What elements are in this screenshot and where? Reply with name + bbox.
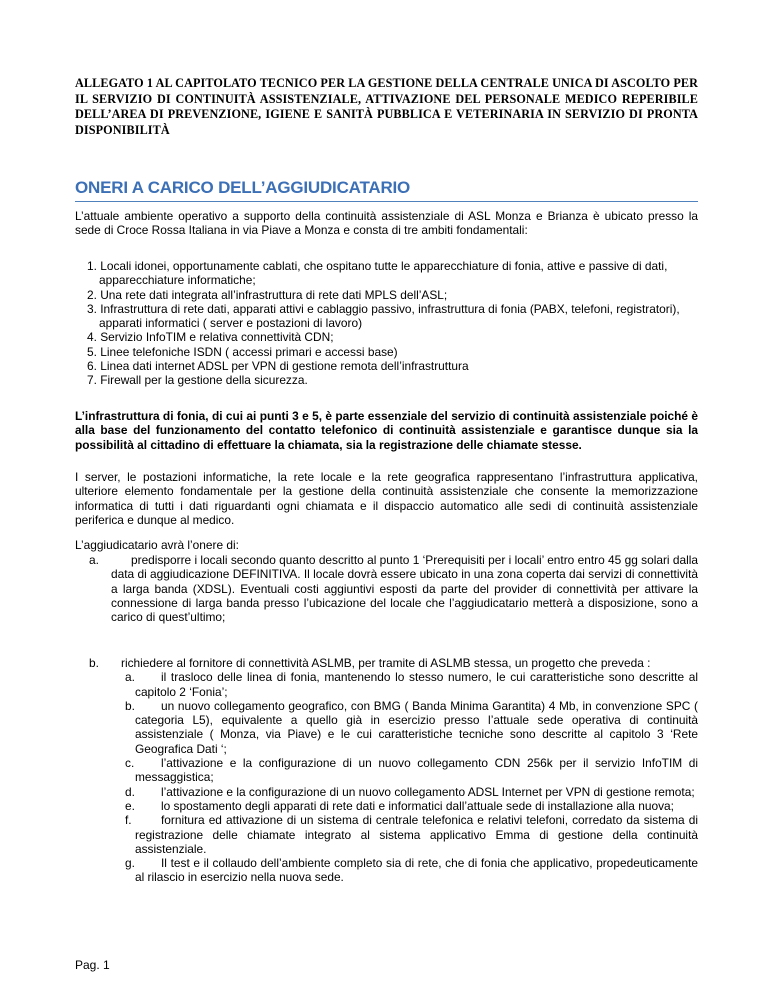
sub-list-item xyxy=(111,785,698,799)
sub-list-marker: e. xyxy=(125,798,135,813)
sub-list-item xyxy=(111,813,698,856)
list-item: 6. Linea dati internet ADSL per VPN di gestione remota dell’infrastruttura xyxy=(87,359,469,374)
ambiti-list xyxy=(75,259,685,388)
intro-paragraph: L’attuale ambiente operativo a supporto della continuità assistenziale di ASL Monza e Brianza è ubicato presso la sede di Croce Rossa Italiana in via Piave a Monza e consta di tre ambiti fondamentali: xyxy=(75,209,698,238)
list-marker: a. xyxy=(89,553,99,567)
onere-item-a xyxy=(75,553,698,624)
sub-list-text: Il test e il collaudo dell’ambiente completo sia di rete, che di fonia che applicativo, propedeuticamente al rilascio in esercizio nella nuova sede. xyxy=(135,856,698,885)
sub-list-marker: g. xyxy=(125,856,135,871)
sub-list-text: l’attivazione e la configurazione di un nuovo collegamento CDN 256k per il servizio InfoTIM di messaggistica; xyxy=(135,756,698,785)
list-marker: b. xyxy=(89,656,99,670)
progetto-sub-list xyxy=(111,670,698,884)
list-item: 1. Locali idonei, opportunamente cablati, che ospitano tutte le apparecchiature di fonia, attive e passive di dati, apparecchiature informatiche; xyxy=(87,259,668,288)
list-item: 2. Una rete dati integrata all’infrastruttura di rete dati MPLS dell’ASL; xyxy=(87,287,448,302)
onere-item-b-text: richiedere al fornitore di connettività ASLMB, per tramite di ASLMB stessa, un progetto che preveda : xyxy=(121,656,651,670)
onere-item-a-text: predisporre i locali secondo quanto descritto al punto 1 ‘Prerequisiti per i locali’ entro entro 45 gg solari dalla data di aggiudicazione DEFINITIVA. Il locale dovrà essere ubicato in una zona coperta dai servizi di connettività a larga banda (XDSL). Eventuali costi aggiuntivi esposti da parte del provider di connettività per attivare la connessione di larga banda presso l’ubicazione del locale che l’aggiudicatario metterà a disposizione, sono a carico di quest’ultimo; xyxy=(111,553,698,625)
sub-list-text: il trasloco delle linea di fonia, mantenendo lo stesso numero, le cui caratteristiche sono descritte al capitolo 2 ‘Fonia’; xyxy=(135,670,698,699)
sub-list-item xyxy=(111,699,698,756)
sub-list-marker: c. xyxy=(125,756,135,771)
sub-list-item xyxy=(111,670,698,699)
oneri-intro: L’aggiudicatario avrà l’onere di: xyxy=(75,538,239,552)
fonia-bold-paragraph: L’infrastruttura di fonia, di cui ai punti 3 e 5, è parte essenziale del servizio di continuità assistenziale poiché è alla base del funzionamento del contatto telefonico di continuità assistenziale e garantisce dunque sia la possibilità al cittadino di effettuare la chiamata, sia la registrazione delle chiamate stesse. xyxy=(75,409,698,452)
sub-list-text: fornitura ed attivazione di un sistema di centrale telefonica e relativi telefoni, corredato da sistema di registrazione delle chiamate integrato al sistema applicativo Emma di gestione della continuità assistenziale. xyxy=(135,813,698,856)
heading-divider xyxy=(75,201,698,202)
sub-list-text: un nuovo collegamento geografico, con BMG ( Banda Minima Garantita) 4 Mb, in convenzione SPC ( categoria L5), equivalente a quello già in esercizio presso l’attuale sede operativa di continuità assistenziale ( Monza, via Piave) e le cui caratteristiche tecniche sono descritte al capitolo 3 ‘Rete Geografica Dati ‘; xyxy=(135,698,698,756)
list-item: 7. Firewall per la gestione della sicurezza. xyxy=(87,373,308,388)
sub-list-item xyxy=(111,856,698,885)
list-item: 4. Servizio InfoTIM e relativa connettività CDN; xyxy=(87,330,334,345)
sub-list-marker: f. xyxy=(125,813,132,828)
list-item: 3. Infrastruttura di rete dati, apparati attivi e cablaggio passivo, infrastruttura di fonia (PABX, telefoni, registratori), apparati informatici ( server e postazioni di lavoro) xyxy=(87,301,680,331)
page-number-footer: Pag. 1 xyxy=(75,958,110,972)
sub-list-item xyxy=(111,756,698,785)
sub-list-text: lo spostamento degli apparati di rete dati e informatici dall’attuale sede di installazione alla nuova; xyxy=(161,798,674,813)
server-paragraph: I server, le postazioni informatiche, la rete locale e la rete geografica rappresentano l’infrastruttura applicativa, ulteriore elemento fondamentale per la gestione della continuità assistenziale che consente la memorizzazione informatica di tutti i dati riguardanti ogni chiamata e il dispaccio automatico alle sedi di continuità assistenziale periferica e dunque al medico. xyxy=(75,470,698,527)
onere-item-b xyxy=(75,656,698,885)
sub-list-item xyxy=(111,799,698,813)
sub-list-marker: d. xyxy=(125,784,135,799)
sub-list-text: l’attivazione e la configurazione di un nuovo collegamento ADSL Internet per VPN di gestione remota; xyxy=(161,784,695,799)
sub-list-marker: b. xyxy=(125,698,135,713)
sub-list-marker: a. xyxy=(125,670,135,685)
section-heading: ONERI A CARICO DELL’AGGIUDICATARIO xyxy=(75,178,411,197)
document-header-title: ALLEGATO 1 AL CAPITOLATO TECNICO PER LA GESTIONE DELLA CENTRALE UNICA DI ASCOLTO PER IL SERVIZIO DI CONTINUITÀ ASSISTENZIALE, ATTIVAZIONE DEL PERSONALE MEDICO REPERIBILE DELL’AREA DI PREVENZIONE, IGIENE E SANITÀ PUBBLICA E VETERINARIA IN SERVIZIO DI PRONTA DISPONIBILITÀ xyxy=(75,76,699,137)
list-item: 5. Linee telefoniche ISDN ( accessi primari e accessi base) xyxy=(87,344,398,359)
